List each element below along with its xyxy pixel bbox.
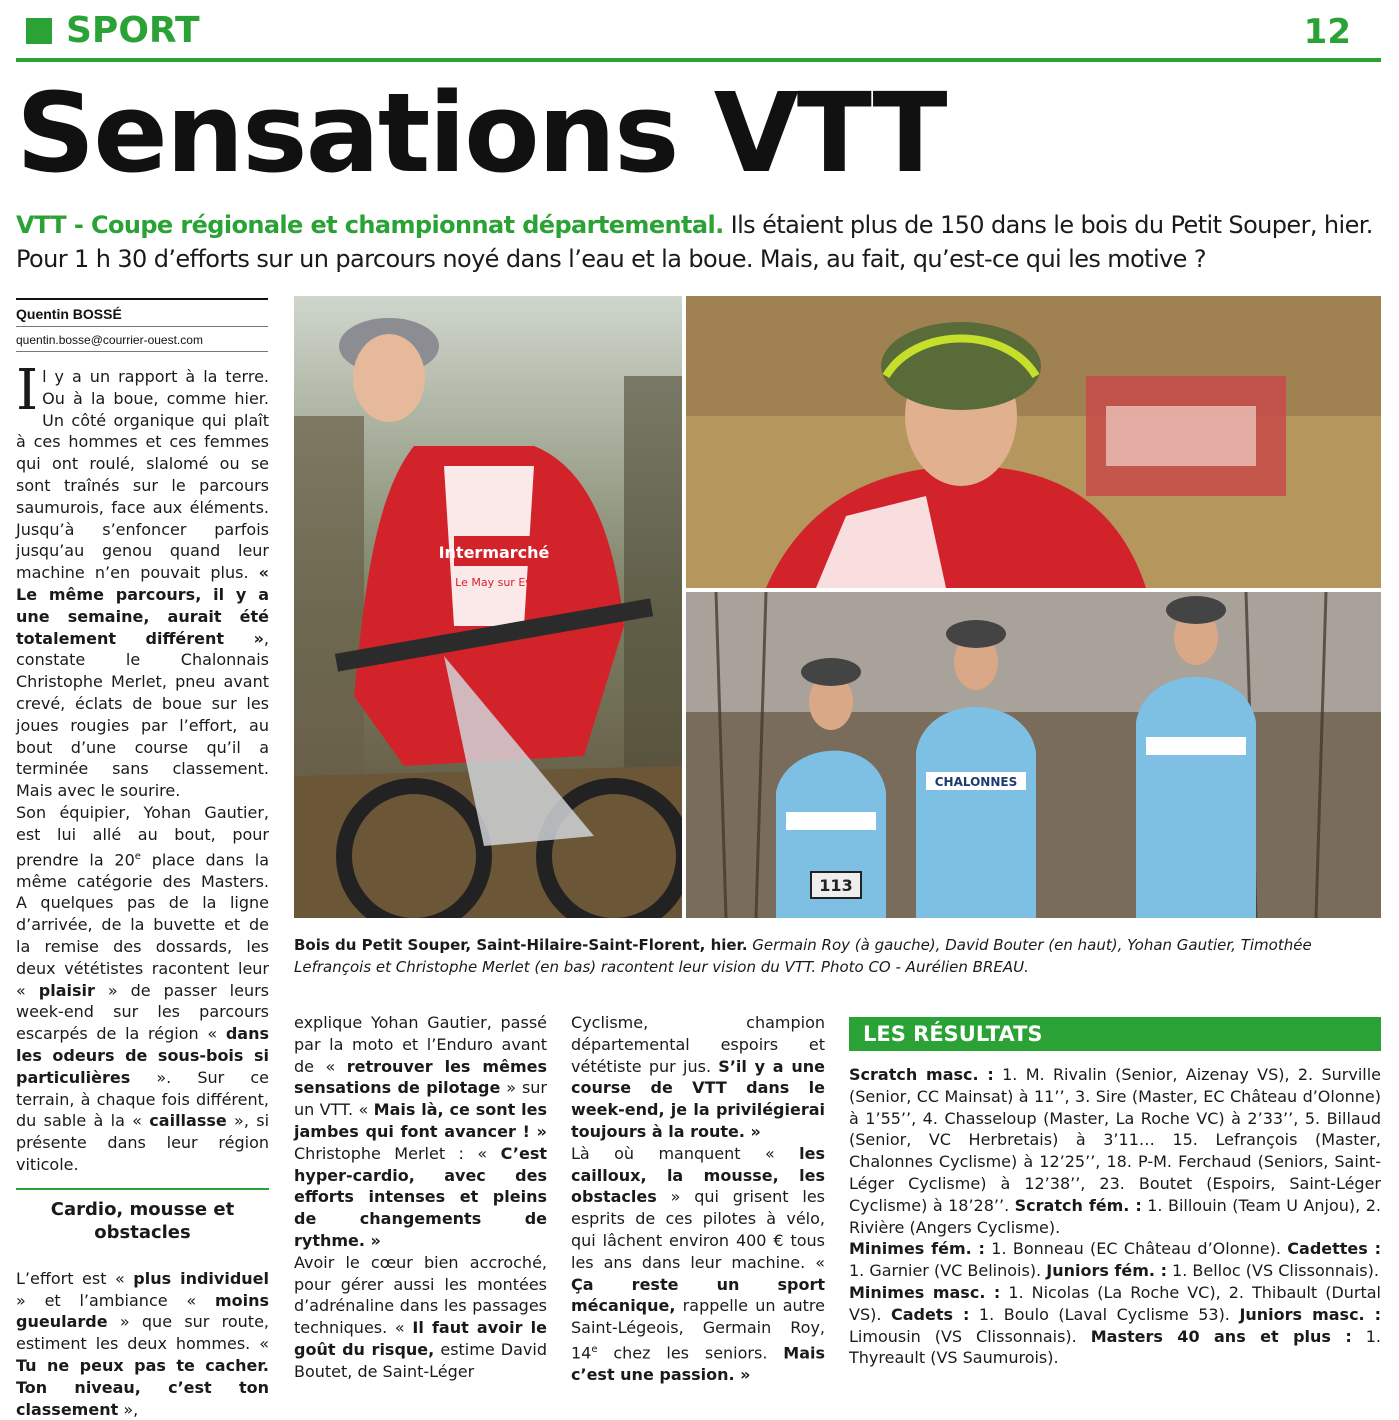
text-run: estime David Boutet, de Saint-Léger [294,1339,547,1381]
photo-caption [294,934,1384,978]
caption-italic: Germain Roy (à gauche), David Bouter (en haut), Yohan Gautier, Timothée Lefrançois et Christophe Merlet (en bas) racontent leur vision du VTT. Photo CO - Aurélien BREAU. [294,936,1312,976]
square-bullet-icon [26,18,52,44]
quote: dans les odeurs de sous-bois si particulières [16,1024,269,1087]
three-riders-illustration [686,592,1381,918]
text-run: Avoir le cœur bien accroché, pour gérer aussi les montées d’adrénaline dans les passages techniques. « [294,1252,547,1338]
text-run: ». Sur ce terrain, à chaque fois différent, du sable à la « [16,1067,269,1131]
text-run: Son équipier, Yohan Gautier, est lui allé au bout, pour prendre la 20 [16,802,269,869]
quote: plaisir [38,980,95,1000]
text-run: rappelle un autre Saint-Légeois, Germain Roy, 14 [571,1296,825,1363]
result-label: Scratch fém. : [1014,1195,1142,1215]
result-text: 1. Garnier (VC Belinois). [849,1261,1047,1281]
results-box [849,1064,1381,1369]
text-run: chez les seniors. [597,1343,784,1363]
paragraph [571,1012,825,1143]
text-run: place dans la même catégorie des Masters. A quelques pas de la ligne d’arrivée, de la buvette et de la remise des dossards, les deux vététistes racontent leur « [16,849,269,1000]
result-text: 1. Nicolas (La Roche VC), 2. Thibault (Durtal VS). [849,1282,1382,1324]
quote: plus individuel [133,1268,269,1288]
photo-rider-red [294,296,682,918]
text-run: l y a un rapport à la terre. Ou à la boue, comme hier. Un côté organique qui plaît à ces hommes et ces femmes qui ont roulé, slalomé ou se sont traînés sur le parcours saumurois, face aux éléments. Jusqu’à s’enfoncer parfois jusqu’au genou quand leur machine n’en pouvait plus. [16,367,269,583]
quote: C’est hyper-cardio, avec des efforts intenses et pleins de changements de rythme. » [294,1143,547,1250]
text-run: Cyclisme, champion départemental espoirs et vététiste pur jus. [571,1013,825,1076]
quote: Mais c’est une passion. » [571,1343,825,1385]
result-text: 1. Billouin (Team U Anjou), 2. Rivière (Angers Cyclisme). [849,1195,1381,1237]
jersey-town-text: Le May sur Evre [455,576,543,589]
result-label: Scratch masc. : [849,1065,994,1084]
text-run: » de passer leurs week-end sur les parcours escarpés de la région « [16,980,270,1044]
text-run: » et l’ambiance « [16,1290,215,1310]
paragraph [16,802,269,1176]
section-header [16,8,1381,62]
rider-closeup-illustration [686,296,1381,588]
result-text: 1. Boulo (Laval Cyclisme 53). [969,1304,1240,1324]
paragraph [571,1143,825,1386]
text-run: , constate le Chalonnais Christophe Merlet, pneu avant crevé, éclats de boue sur les joues rougies par l’effort, au bout d’une course qu’il a terminée sans classement. Mais avec le sourire. [16,628,269,801]
drop-cap: I [16,358,39,423]
article-column-3 [571,1012,825,1386]
jersey-sponsor-text: Intermarché [438,543,550,562]
quote: retrouver les mêmes sensations de pilotage [294,1056,547,1098]
author-name: Quentin BOSSÉ [16,300,268,327]
quote: Mais là, ce sont les jambes qui font avancer ! » [294,1100,547,1141]
photo-three-riders [686,592,1381,918]
article-column-1 [16,358,270,1420]
result-text: Limousin (VS Clissonnais). [849,1326,1091,1346]
quote: Ça reste un sport mécanique, [571,1274,825,1316]
standfirst-text: Ils étaient plus de 150 dans le bois du Petit Souper, hier. Pour 1 h 30 d’efforts sur un parcours noyé dans l’eau et la boue. Mais, au fait, qu’est-ce qui les motive ? [16,211,1373,273]
caption-bold: Bois du Petit Souper, Saint-Hilaire-Saint-Florent, hier. [294,936,748,954]
paragraph [294,1252,547,1383]
jersey-team-text: CHALONNES [934,775,1018,789]
superscript: e [134,850,141,862]
result-label: Minimes masc. : [849,1282,1001,1302]
text-run: » qui grisent les esprits de ces pilotes à vélo, qui lâchent environ 400 € tous les ans dans leur machine. « [571,1187,825,1272]
photo-rider-closeup [686,296,1381,588]
result-text: 1. Belloc (VS Clissonnais). [1166,1261,1379,1281]
results-paragraph [849,1064,1381,1238]
paragraph [16,358,269,802]
paragraph [294,1012,547,1252]
result-text: 1. M. Rivalin (Senior, Aizenay VS), 2. Surville (Senior, CC Mainsat) à 11’’, 3. Sire (Master, EC Château d’Olonne) à 1’55’’, 4. Chasseloup (Master, La Roche VC) à 2’33’’, 5. Billaud (Senior, VC Herbretais) à 3’11… 15. Lefrançois (Master, Chalonnes Cyclisme) à 12’25’’, 18. P-M. Ferchaud (Seniors, Saint-Léger Cyclisme) à 12’38’’, 23. Boutet (Espoirs, Saint-Léger Cyclisme) à 18’28’’. [849,1065,1381,1215]
results-paragraph [849,1238,1381,1282]
rider-red-illustration [294,296,682,918]
result-text: 1. Bonneau (EC Château d’Olonne). [984,1239,1288,1259]
text-run: Là où manquent « [571,1143,800,1163]
quote: Tu ne peux pas te cacher. Ton niveau, c’est ton classement [16,1356,269,1419]
text-run: » sur un VTT. « [294,1078,547,1120]
section-title: SPORT [66,10,200,51]
result-label: Masters 40 ans et plus : [1090,1326,1352,1346]
byline [16,298,268,352]
text-run: », si présente dans leur région viticole. [16,1111,270,1175]
standfirst-lead: VTT - Coupe régionale et championnat départemental. [16,211,724,239]
section-label [26,10,200,51]
article-column-2 [294,1012,547,1383]
headline: Sensations VTT [16,69,946,197]
text-run: Christophe Merlet : « [294,1143,501,1163]
standfirst [16,208,1381,276]
text-run: L’effort est « [16,1268,134,1288]
quote: moins gueularde [16,1290,269,1332]
quote: « Le même parcours, il y a une semaine, aurait été totalement différent » [16,563,269,648]
quote: Il faut avoir le goût du risque, [294,1318,548,1359]
intertitle: Cardio, mousse et obstacles [16,1188,269,1254]
race-plate-number: 113 [819,876,853,895]
result-label: Minimes fém. : [849,1239,985,1259]
text-run: » que sur route, estiment les deux hommes. « [16,1312,269,1354]
result-label: Cadettes : [1287,1239,1382,1259]
result-text: 1. Thyreault (VS Saumurois). [849,1326,1381,1368]
result-label: Juniors fém. : [1046,1261,1167,1281]
text-run: explique Yohan Gautier, passé par la moto et l’Enduro avant de « [294,1013,547,1076]
result-label: Juniors masc. : [1239,1304,1382,1324]
quote: les cailloux, la mousse, les obstacles [571,1143,825,1207]
result-label: Cadets : [890,1304,970,1324]
text-run: », [118,1399,139,1419]
quote: S’il y a une course de VTT dans le week-end, je la privilégierai toujours à la route. » [571,1056,825,1141]
quote: caillasse [149,1111,227,1131]
page-number: 12 [1303,12,1351,52]
results-title: LES RÉSULTATS [849,1017,1381,1051]
author-email[interactable]: quentin.bosse@courrier-ouest.com [16,327,268,352]
superscript: e [591,1343,598,1355]
paragraph [16,1268,269,1420]
results-paragraph [849,1282,1381,1369]
